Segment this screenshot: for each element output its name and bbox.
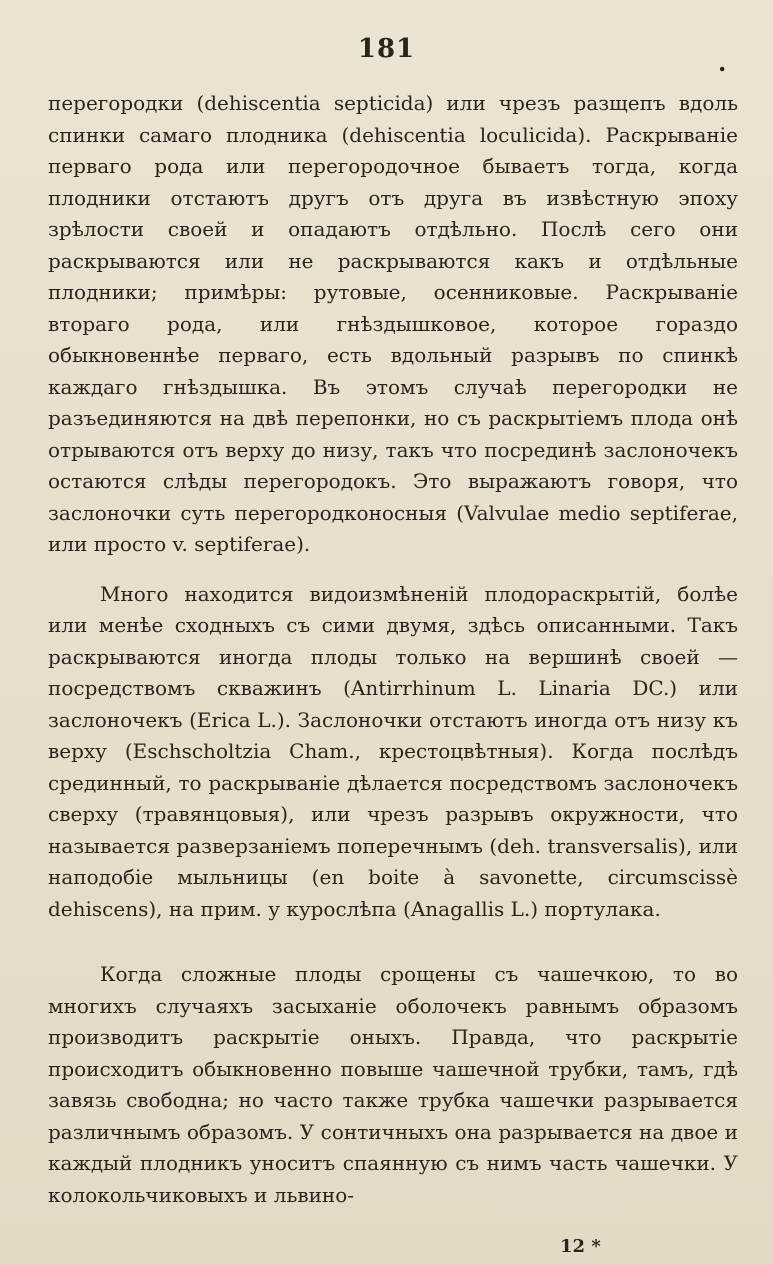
paragraph-1: перегородки (dehiscentia septicida) или чрезъ разщепъ вдоль спинки самаго плодника (dehiscentia loculicida). Раскрываніе перваго рода или перегородочное бываетъ тогда, когда плодники отстаютъ другъ отъ друга въ извѣстную эпоху зрѣлости своей и опадаютъ отдѣльно. Послѣ сего они раскрываются или не раскрываются какъ и отдѣльные плодники; примѣры: рутовые, осенниковые. Раскрываніе втораго рода, или гнѣздышковое, которое гораздо обыкновеннѣе перваго, есть вдольный разрывъ по спинкѣ каждаго гнѣздышка. Въ этомъ случаѣ перегородки не разъединяются на двѣ перепонки, но съ раскрытіемъ плода онѣ отрываются отъ верху до низу, такъ что посрединѣ заслоночекъ остаются слѣды перегородокъ. Это выражаютъ говоря, что заслоночки суть перегородконосныя (Valvulae medio septiferae, или просто v. septiferae). (48, 91, 738, 556)
body-text (48, 88, 738, 1211)
signature-mark: 12 * (560, 1236, 601, 1257)
paragraph-2: Много находится видоизмѣненій плодораскрытій, болѣе или менѣе сходныхъ съ сими двумя, здѣсь описанными. Такъ раскрываются иногда плоды только на вершинѣ своей — посредствомъ скважинъ (Antirrhinum L. Linaria DC.) или заслоночекъ (Erica L.). Заслоночки отстаютъ иногда отъ низу къ верху (Eschscholtzia Cham., крестоцвѣтныя). Когда послѣдъ срединный, то раскрываніе дѣлается посредствомъ заслоночекъ сверху (травянцовыя), или чрезъ разрывъ окружности, что называется разверзаніемъ поперечнымъ (deh. transversalis), или наподобіе мыльницы (en boite à savonette, circumscissè dehiscens), на прим. у курослѣпа (Anagallis L.) портулака. (48, 581, 738, 921)
paragraph-3: Когда сложные плоды срощены съ чашечкою, то во многихъ случаяхъ засыханіе оболочекъ равнымъ образомъ производитъ раскрытіе оныхъ. Правда, что раскрытіе происходитъ обыкновенно повыше чашечной трубки, тамъ, гдѣ завязь свободна; но часто также трубка чашечки разрывается различнымъ образомъ. У сонтичныхъ она разрывается на двое и каждый плодникъ уноситъ спаянную съ нимъ часть чашечки. У колокольчиковыхъ и львино- (48, 962, 738, 1207)
page-mark: . (718, 48, 727, 77)
page-number: 181 (357, 34, 416, 64)
